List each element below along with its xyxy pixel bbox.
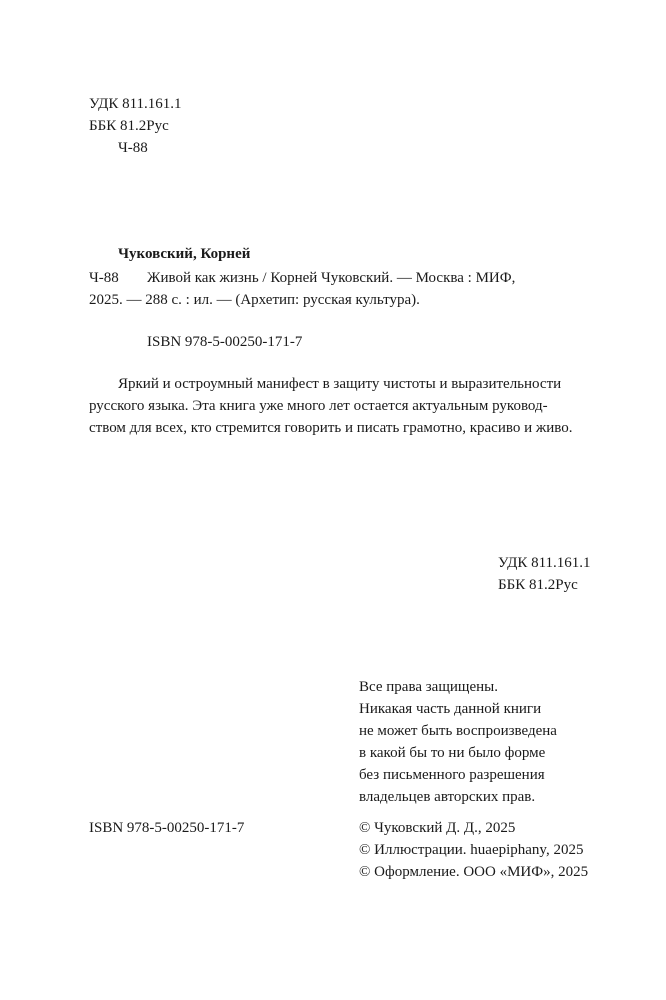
rights-line: владельцев авторских прав.	[359, 789, 536, 805]
copyright-line: © Иллюстрации. huaepiphany, 2025	[359, 842, 584, 858]
rights-line: Все права защищены.	[359, 679, 498, 695]
udk-code-right: УДК 811.161.1	[498, 555, 591, 571]
bbk-code-right: ББК 81.2Рус	[498, 577, 578, 593]
copyright-notices	[359, 817, 588, 883]
author-code-entry: Ч-88	[89, 270, 119, 286]
rights-line: Никакая часть данной книги	[359, 701, 542, 717]
author-code-top: Ч-88	[118, 140, 148, 156]
bbk-code-top: ББК 81.2Рус	[89, 118, 169, 134]
udk-code-top: УДК 811.161.1	[89, 96, 182, 112]
annotation-line: ством для всех, кто стремится говорить и писать грамотно, красиво и живо.	[89, 420, 573, 436]
copyright-line: © Чуковский Д. Д., 2025	[359, 820, 516, 836]
rights-notice	[359, 676, 557, 808]
rights-line: не может быть воспроизведена	[359, 723, 557, 739]
bibliographic-description-line: 2025. — 288 с. : ил. — (Архетип: русская культура).	[89, 292, 420, 308]
bibliographic-description-line: Живой как жизнь / Корней Чуковский. — Москва : МИФ,	[147, 270, 516, 286]
annotation-line: Яркий и остроумный манифест в защиту чистоты и выразительности	[118, 376, 562, 392]
annotation-line: русского языка. Эта книга уже много лет остается актуальным руковод-	[89, 398, 548, 414]
rights-line: без письменного разрешения	[359, 767, 545, 783]
isbn-bottom: ISBN 978-5-00250-171-7	[89, 820, 245, 836]
isbn-entry: ISBN 978-5-00250-171-7	[147, 334, 303, 350]
rights-line: в какой бы то ни было форме	[359, 745, 546, 761]
author-heading: Чуковский, Корней	[118, 246, 251, 262]
copyright-line: © Оформление. ООО «МИФ», 2025	[359, 864, 589, 880]
annotation-paragraph	[89, 373, 591, 439]
